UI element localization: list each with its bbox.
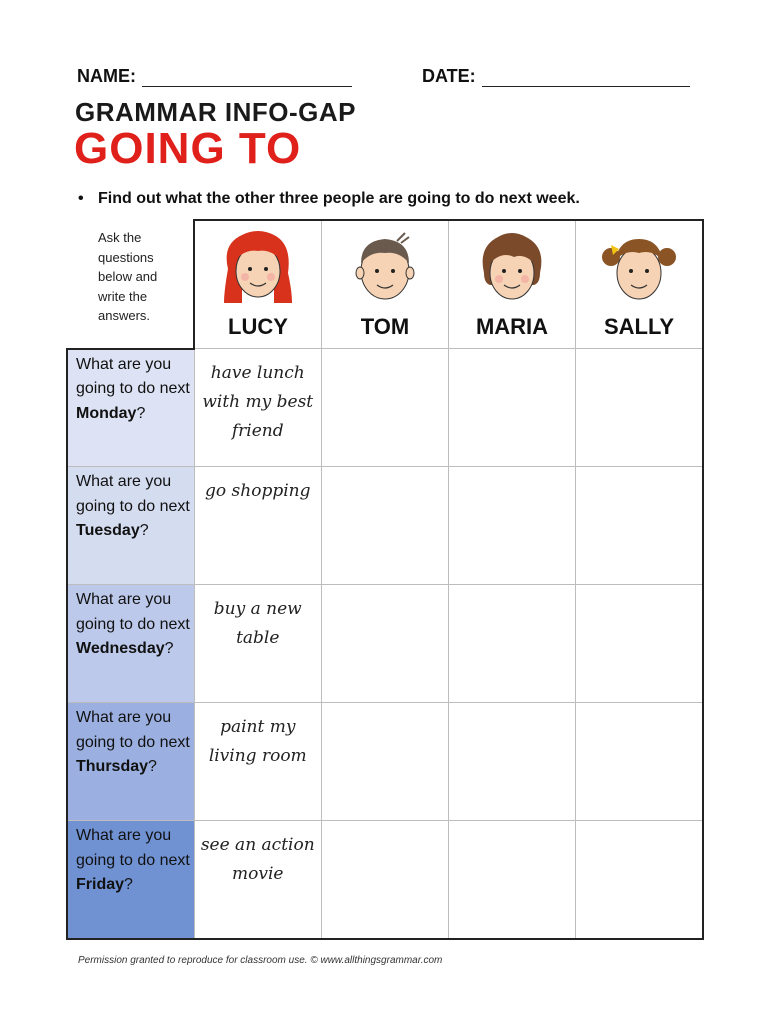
question-monday [67,349,194,467]
question-thursday [67,703,194,821]
date-field[interactable] [422,66,690,87]
person-tom [322,220,449,349]
question-text: What are you going to do next [76,355,190,397]
name-line[interactable] [142,68,352,87]
table-row [67,703,703,821]
name-label: NAME: [77,66,136,86]
answer-sally-tuesday[interactable] [576,467,704,585]
question-tuesday [67,467,194,585]
answer-tom-monday[interactable] [322,349,449,467]
question-text: What are you going to do next [76,591,190,633]
tom-face-icon [347,229,423,307]
answer-tom-thursday[interactable] [322,703,449,821]
footer-permission: Permission granted to reproduce for classroom use. © www.allthingsgrammar.com [78,955,443,966]
question-text: What are you going to do next [76,709,190,751]
answer-sally-monday[interactable] [576,349,704,467]
worksheet-topic: GOING TO [74,124,302,173]
question-text: What are you going to do next [76,827,190,869]
lucy-face-icon [220,229,296,307]
date-line[interactable] [482,68,690,87]
person-name: TOM [360,314,410,339]
answer-maria-tuesday[interactable] [449,467,576,585]
answer-maria-monday[interactable] [449,349,576,467]
question-mark: ? [164,640,174,657]
worksheet-title: GRAMMAR INFO-GAP [75,97,356,127]
instruction [78,190,580,208]
answer-tom-tuesday[interactable] [322,467,449,585]
person-maria [449,220,576,349]
question-mark: ? [148,758,157,775]
info-gap-table [66,219,704,940]
table-row [67,585,703,703]
answer-maria-thursday[interactable] [449,703,576,821]
answer-sally-wednesday[interactable] [576,585,704,703]
person-name: LUCY [228,314,288,339]
answer-lucy-tuesday: go shopping [194,467,322,585]
question-friday [67,821,194,939]
question-mark: ? [124,876,133,893]
answer-lucy-thursday: paint my living room [194,703,322,821]
answer-sally-friday[interactable] [576,821,704,939]
answer-tom-wednesday[interactable] [322,585,449,703]
person-sally [576,220,704,349]
question-mark: ? [139,522,149,539]
maria-face-icon [474,229,550,307]
table-row [67,349,703,467]
date-label: DATE: [422,66,476,86]
table-row [67,821,703,939]
question-day: Tuesday [76,522,140,539]
bullet: • [78,190,84,207]
person-lucy [194,220,322,349]
question-day: Monday [76,404,137,422]
name-field[interactable] [77,66,352,87]
sally-face-icon [601,229,677,307]
answer-lucy-monday: have lunch with my best friend [194,349,322,467]
question-day: Wednesday [76,640,165,657]
question-wednesday [67,585,194,703]
person-name: SALLY [603,314,675,339]
answer-sally-thursday[interactable] [576,703,704,821]
question-mark: ? [136,404,146,422]
question-text: What are you going to do next [76,473,190,515]
answer-lucy-friday: see an action movie [194,821,322,939]
answer-tom-friday[interactable] [322,821,449,939]
person-name: MARIA [475,314,549,339]
answer-maria-wednesday[interactable] [449,585,576,703]
answer-maria-friday[interactable] [449,821,576,939]
ask-instructions: Ask the questions below and write the answers. [98,230,158,323]
table-row [67,467,703,585]
answer-lucy-wednesday: buy a new table [194,585,322,703]
question-day: Thursday [76,758,149,775]
question-day: Friday [76,876,125,893]
instruction-text: Find out what the other three people are going to do next week. [98,190,580,207]
